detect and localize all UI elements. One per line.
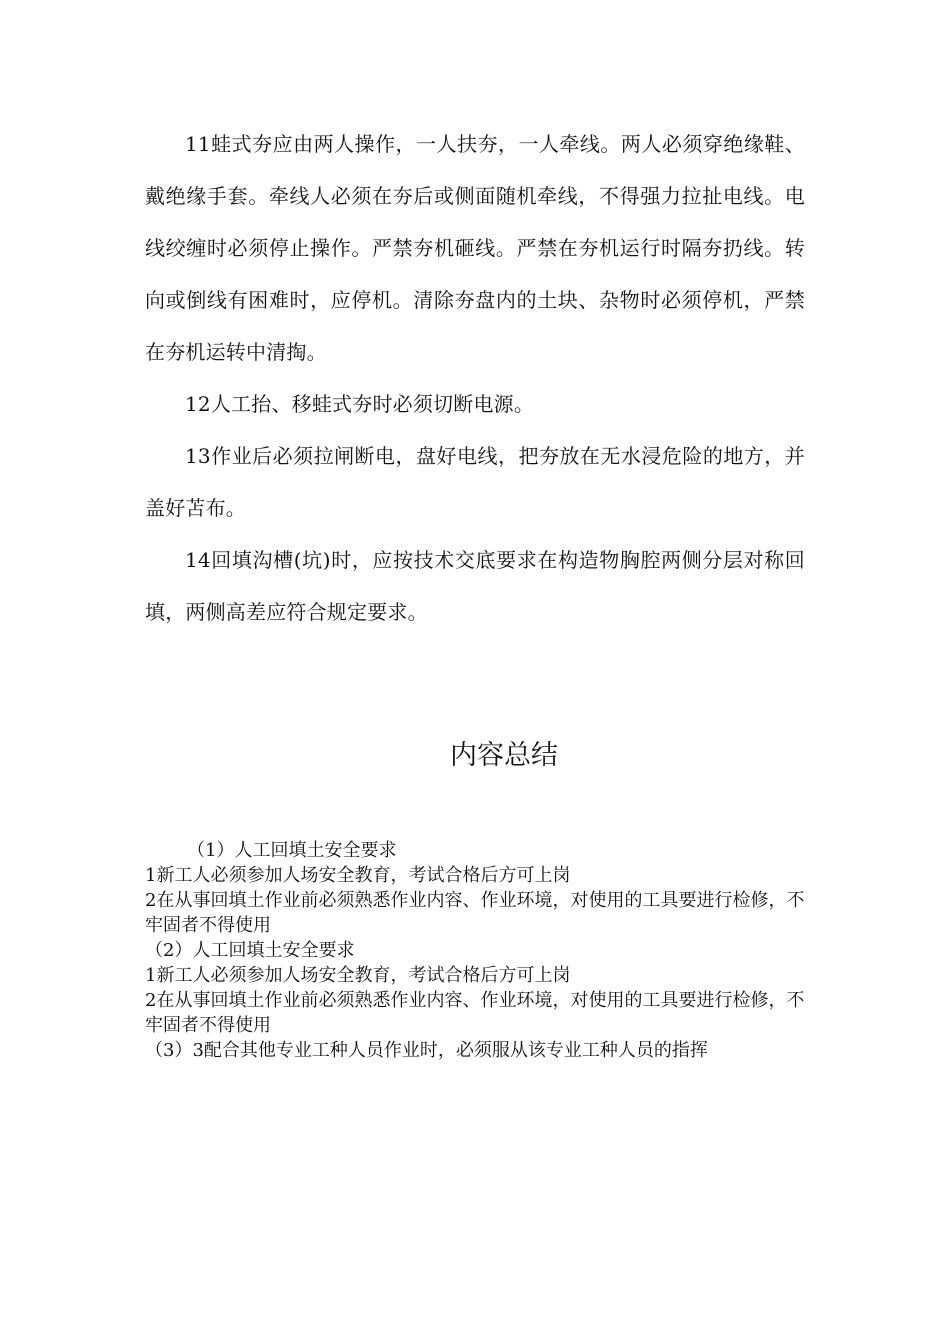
body-text <box>145 118 805 638</box>
summary-item: 1新工人必须参加人场安全教育，考试合格后方可上岗 <box>145 865 571 886</box>
summary-item: 2在从事回填土作业前必须熟悉作业内容、作业环境，对使用的工具要进行检修，不牢固者不得使用 <box>145 990 805 1036</box>
summary-heading-3: （3）3配合其他专业工种人员作业时，必须服从该专业工种人员的指挥 <box>145 1040 708 1061</box>
paragraph-11: 11蛙式夯应由两人操作，一人扶夯，一人牵线。两人必须穿绝缘鞋、戴绝缘手套。牵线人必须在夯后或侧面随机牵线，不得强力拉扯电线。电线绞缠时必须停止操作。严禁夯机砸线。严禁在夯机运行时隔夯扔线。转向或倒线有困难时，应停机。清除夯盘内的土块、杂物时必须停机，严禁在夯机运转中清掏。 <box>145 132 805 364</box>
summary-heading-1: （1）人工回填土安全要求 <box>187 840 397 861</box>
summary-title: 内容总结 <box>450 740 558 771</box>
paragraph-13: 13作业后必须拉闸断电，盘好电线，把夯放在无水浸危险的地方，并盖好苫布。 <box>145 444 805 520</box>
paragraph-14: 14回填沟槽(坑)时，应按技术交底要求在构造物胸腔两侧分层对称回填，两侧高差应符合规定要求。 <box>145 548 805 624</box>
summary-item: 1新工人必须参加人场安全教育，考试合格后方可上岗 <box>145 965 571 986</box>
summary-heading-2: （2）人工回填土安全要求 <box>145 940 355 961</box>
summary-item: 2在从事回填土作业前必须熟悉作业内容、作业环境，对使用的工具要进行检修，不牢固者不得使用 <box>145 890 805 936</box>
paragraph-12: 12人工抬、移蛙式夯时必须切断电源。 <box>185 392 535 416</box>
summary-section <box>145 838 810 1063</box>
